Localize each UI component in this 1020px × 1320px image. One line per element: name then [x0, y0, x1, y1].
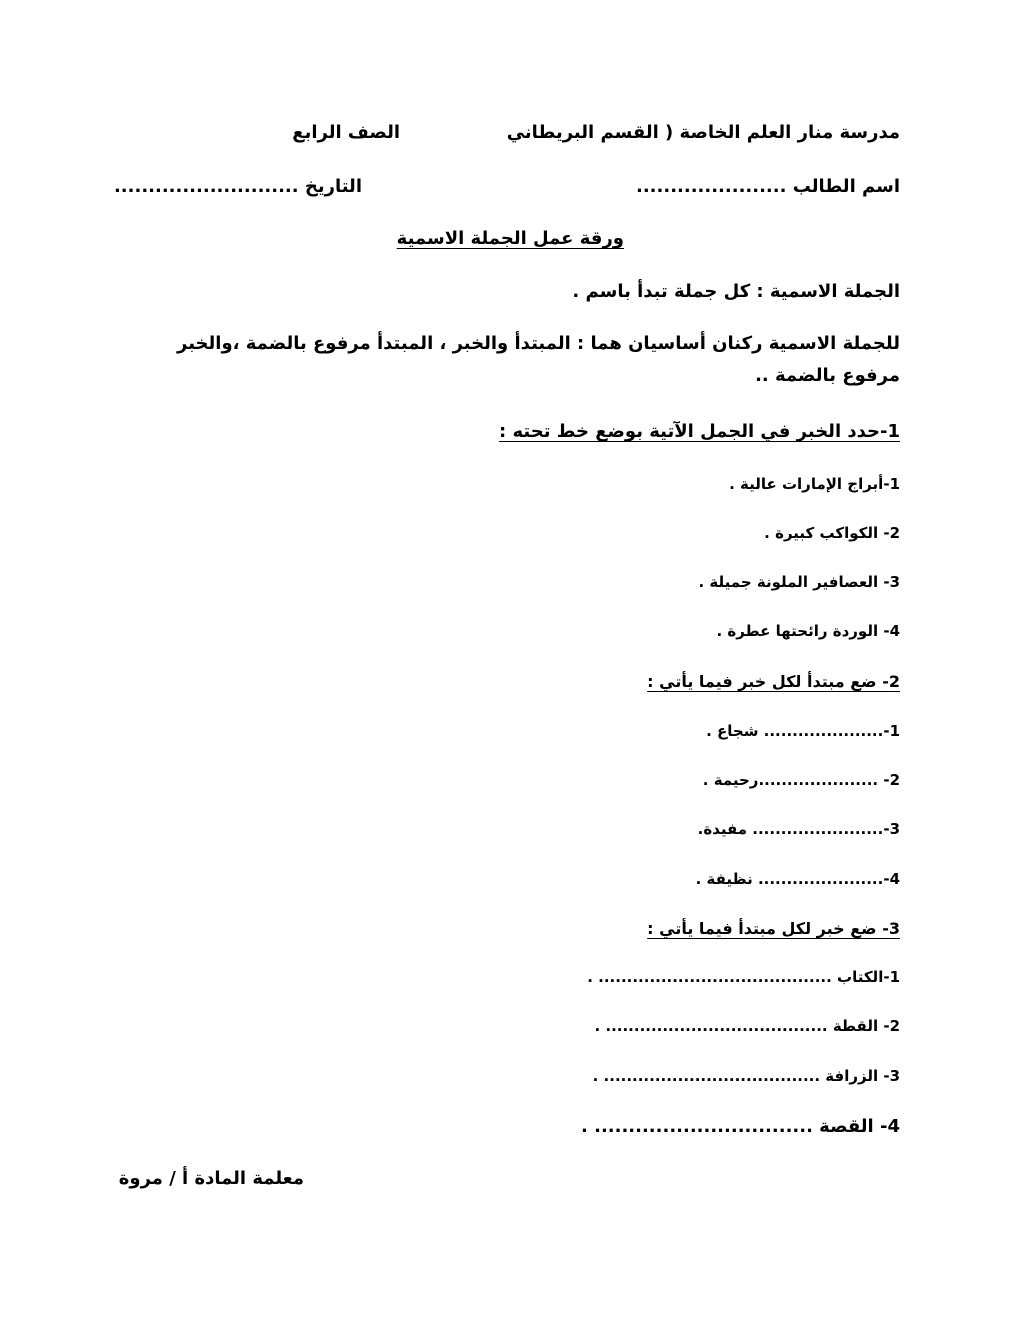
question-1-item: 1-أبراج الإمارات عالية .	[729, 475, 900, 493]
question-1-item: 2- الكواكب كبيرة .	[764, 524, 900, 542]
question-1-item: 4- الوردة رائحتها عطرة .	[716, 622, 900, 640]
question-3-heading: 3- ضع خبر لكل مبتدأ فيما يأتي :	[647, 919, 900, 938]
question-3-item: 3- الزرافة ...................................... .	[592, 1067, 900, 1085]
question-2-item: 1-..................... شجاع .	[706, 722, 900, 740]
date-field: التاريخ ...........................	[113, 176, 362, 197]
question-3-item: 1-الكتاب ......................................... .	[587, 968, 900, 986]
student-name-field: اسم الطالب ......................	[636, 176, 900, 197]
question-2-item: 3-....................... مفيدة.	[697, 820, 900, 838]
question-2-item: 4-...................... نظيفة .	[695, 870, 900, 888]
pillars-paragraph: للجملة الاسمية ركنان أساسيان هما : المبتدأ والخبر ، المبتدأ مرفوع بالضمة ،والخبر مرفوع بالضمة ..	[177, 333, 900, 386]
question-2-heading: 2- ضع مبتدأ لكل خبر فيما يأتي :	[647, 672, 900, 691]
question-2-item: 2- .....................رحيمة .	[702, 771, 900, 789]
definition-text: الجملة الاسمية : كل جملة تبدأ باسم .	[572, 281, 900, 302]
page-title: ورقة عمل الجملة الاسمية	[396, 228, 624, 249]
teacher-signature: معلمة المادة أ / مروة	[118, 1168, 304, 1189]
question-1-heading: 1-حدد الخبر في الجمل الآتية بوضع خط تحته :	[499, 421, 900, 442]
school-name: مدرسة منار العلم الخاصة ( القسم البريطاني	[506, 122, 900, 143]
question-1-item: 3- العصافير الملونة جميلة .	[698, 573, 900, 591]
question-3-item: 2- القطة ....................................... .	[594, 1017, 900, 1035]
grade-label: الصف الرابع	[292, 122, 400, 143]
question-3-item: 4- القصة ................................ .	[581, 1116, 900, 1137]
